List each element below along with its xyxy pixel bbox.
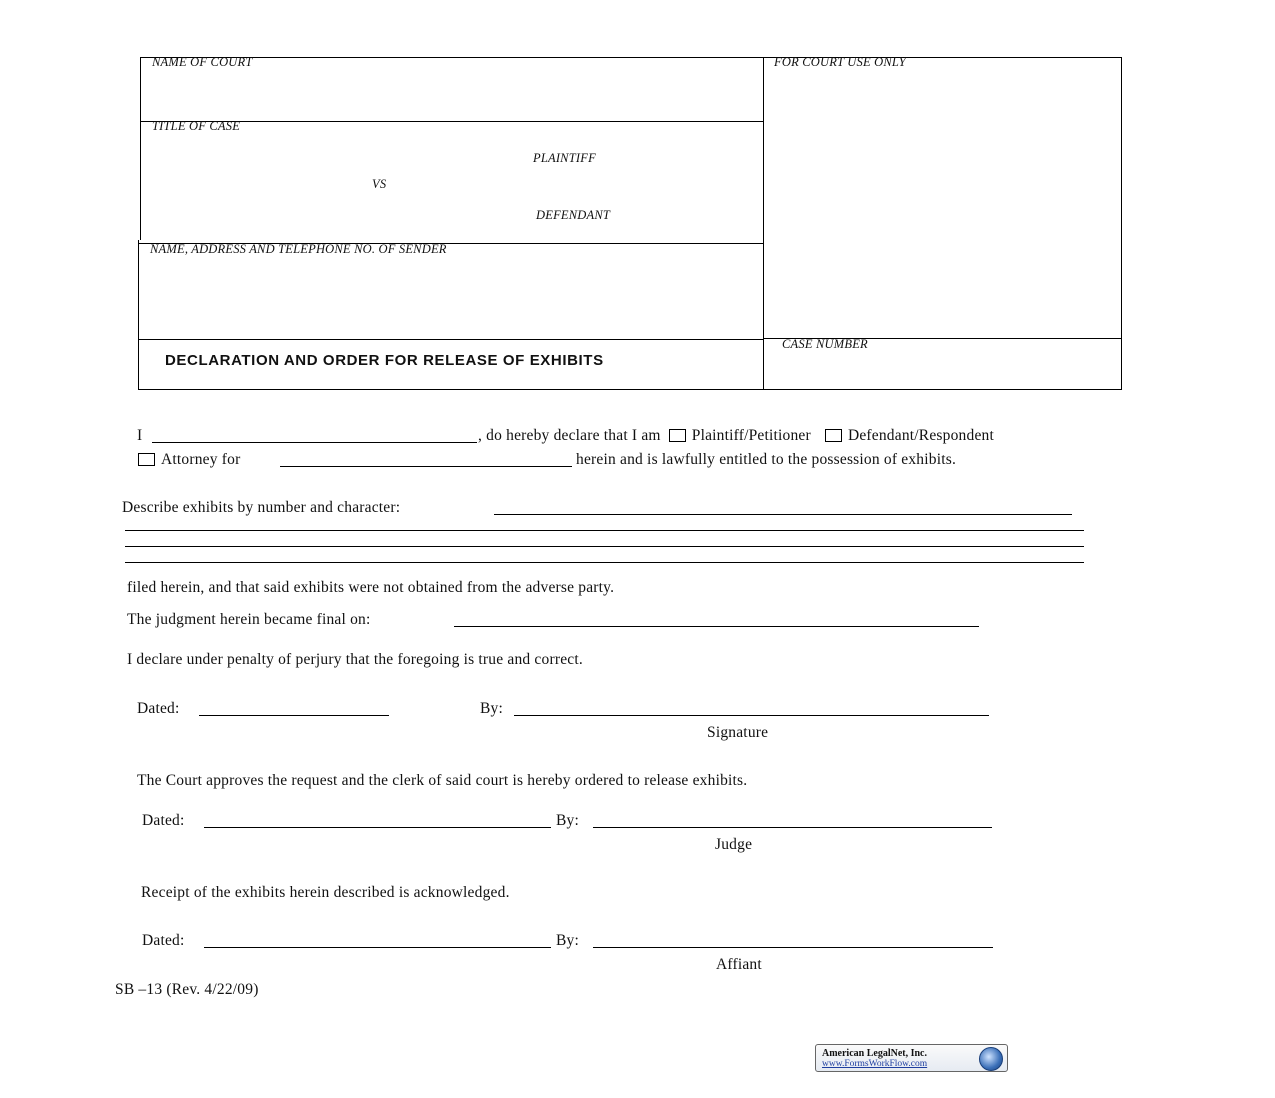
globe-icon: [979, 1047, 1003, 1071]
declarant-name-line[interactable]: [152, 442, 477, 443]
judge-by-label: By:: [556, 812, 579, 829]
declarant-dated-label: Dated:: [137, 700, 180, 717]
logo-url-link[interactable]: www.FormsWorkFlow.com: [822, 1059, 928, 1069]
affiant-by-label: By:: [556, 932, 579, 949]
perjury-text: I declare under penalty of perjury that the foregoing is true and correct.: [127, 651, 583, 668]
judge-dated-label: Dated:: [142, 812, 185, 829]
declarant-prefix: I: [137, 427, 143, 444]
sender-label: NAME, ADDRESS AND TELEPHONE NO. OF SENDER: [150, 242, 447, 256]
sender-field[interactable]: [145, 262, 757, 334]
plaintiff-label: PLAINTIFF: [533, 151, 596, 165]
affiant-dated-label: Dated:: [142, 932, 185, 949]
exhibits-line-1[interactable]: [494, 514, 1072, 515]
exhibits-line-4[interactable]: [125, 562, 1084, 563]
for-court-use-label: FOR COURT USE ONLY: [774, 55, 906, 69]
declare-text: , do hereby declare that I am: [478, 427, 661, 444]
attorney-checkbox[interactable]: [138, 453, 155, 466]
declare-statement: [478, 427, 994, 445]
case-number-field[interactable]: [770, 356, 1115, 386]
affiant-date-line[interactable]: [204, 947, 551, 948]
attorney-for-line[interactable]: [280, 466, 572, 467]
attorney-option-label: Attorney for: [161, 451, 241, 468]
judge-caption: Judge: [715, 836, 753, 853]
defendant-label: DEFENDANT: [536, 208, 611, 222]
describe-exhibits-label: Describe exhibits by number and character:: [122, 499, 401, 516]
judgment-final-label: The judgment herein became final on:: [127, 611, 371, 628]
attorney-row: [134, 451, 240, 469]
declarant-signature-line[interactable]: [514, 715, 989, 716]
plaintiff-checkbox[interactable]: [669, 429, 686, 442]
form-id: SB –13 (Rev. 4/22/09): [115, 981, 259, 998]
judge-signature-line[interactable]: [593, 827, 992, 828]
logo-company: American LegalNet, Inc.: [822, 1048, 927, 1059]
legalnet-logo[interactable]: [815, 1044, 1008, 1072]
filed-herein-text: filed herein, and that said exhibits were not obtained from the adverse party.: [127, 579, 615, 596]
entitled-text: herein and is lawfully entitled to the possession of exhibits.: [576, 451, 957, 468]
declarant-date-line[interactable]: [199, 715, 389, 716]
exhibits-line-3[interactable]: [125, 546, 1084, 547]
defendant-checkbox[interactable]: [825, 429, 842, 442]
declarant-by-label: By:: [480, 700, 503, 717]
judge-date-line[interactable]: [204, 827, 551, 828]
plaintiff-option-label: Plaintiff/Petitioner: [691, 427, 811, 444]
affiant-caption: Affiant: [716, 956, 762, 973]
affiant-signature-line[interactable]: [593, 947, 993, 948]
name-of-court-label: NAME OF COURT: [152, 55, 253, 69]
case-number-label: CASE NUMBER: [782, 337, 868, 351]
defendant-option-label: Defendant/Respondent: [847, 427, 994, 444]
court-approves-text: The Court approves the request and the clerk of said court is hereby ordered to release exhibits.: [137, 772, 748, 789]
signature-caption: Signature: [707, 724, 769, 741]
receipt-text: Receipt of the exhibits herein described is acknowledged.: [141, 884, 510, 901]
form-title: DECLARATION AND ORDER FOR RELEASE OF EXHIBITS: [165, 352, 604, 369]
vs-label: VS: [372, 177, 387, 191]
title-of-case-label: TITLE OF CASE: [152, 119, 241, 133]
name-of-court-field[interactable]: [145, 72, 757, 117]
judgment-date-line[interactable]: [454, 626, 979, 627]
exhibits-line-2[interactable]: [125, 530, 1084, 531]
